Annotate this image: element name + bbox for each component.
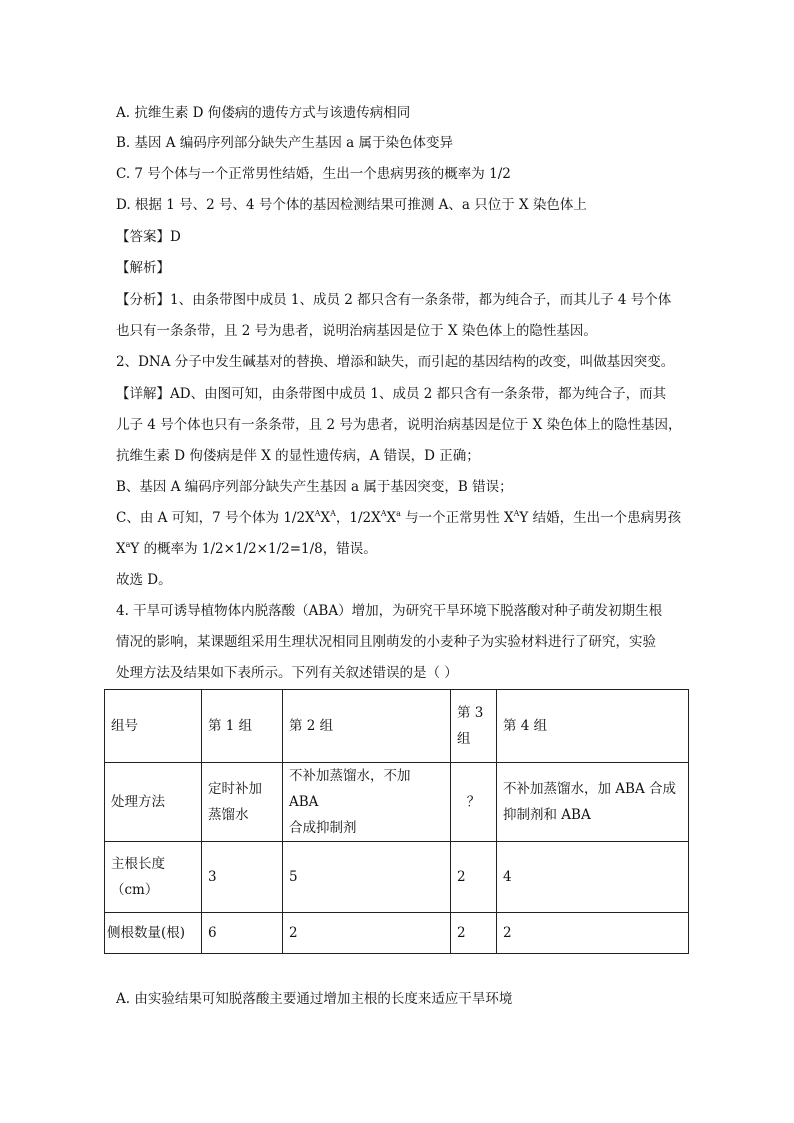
option-d: D. 根据 1 号、2 号、4 号个体的基因检测结果可推测 A、a 只位于 X 染色体上 xyxy=(116,197,587,213)
genotype-text: X xyxy=(116,541,126,557)
option-b: B. 基因 A 编码序列部分缺失产生基因 a 属于染色体变异 xyxy=(116,135,453,151)
cell-text: 合成抑制剂 xyxy=(289,820,357,836)
table-row xyxy=(105,763,689,842)
table-cell: 侧根数量(根) xyxy=(105,913,202,954)
table-row xyxy=(105,842,689,913)
genotype-text: Y 的概率为 1/2×1/2×1/2=1/8，错误。 xyxy=(130,541,377,557)
detail-tag: 【详解】 xyxy=(116,386,170,402)
fenxi-tag: 【分析】 xyxy=(116,292,170,308)
table-cell xyxy=(497,763,689,842)
allele-superscript: a xyxy=(396,508,401,518)
detail-line-5 xyxy=(116,508,681,528)
cell-text: 定时补加 xyxy=(208,781,262,797)
table-header-cell: 组号 xyxy=(105,690,202,763)
allele-superscript: A xyxy=(380,508,387,518)
header-text: 组 xyxy=(457,731,471,747)
table-header-cell: 第 2 组 xyxy=(283,690,451,763)
fenxi-line-2: 也只有一条条带，且 2 号为患者，说明治病基因是位于 X 染色体上的隐性基因。 xyxy=(116,323,597,339)
cell-text: 主根长度 xyxy=(111,856,165,872)
detail-line-2: 儿子 4 号个体也只有一条条带，且 2 号为患者，说明治病基因是位于 X 染色体上的隐性基因， xyxy=(116,417,682,433)
question4-line-1: 4. 干旱可诱导植物体内脱落酸（ABA）增加，为研究干旱环境下脱落酸对种子萌发初期生根 xyxy=(116,603,663,619)
cell-text: 蒸馏水 xyxy=(208,807,249,823)
genotype-text: X xyxy=(386,510,397,526)
header-text: 第 3 xyxy=(457,705,484,721)
table-cell: 2 xyxy=(451,842,497,913)
table-row xyxy=(105,913,689,954)
detail-line-4: B、基因 A 编码序列部分缺失产生基因 a 属于基因突变，B 错误； xyxy=(116,479,513,495)
genotype-text: C、由 A 可知，7 号个体为 1/2X xyxy=(116,510,315,526)
table-header-cell: 第 1 组 xyxy=(202,690,283,763)
table-row xyxy=(105,690,689,763)
genotype-text: 与一个正常男性 X xyxy=(400,510,514,526)
detail-line-1 xyxy=(116,384,666,404)
allele-superscript: a xyxy=(125,539,131,549)
option-a: A. 抗维生素 D 佝偻病的遗传方式与该遗传病相同 xyxy=(116,105,411,121)
table-cell xyxy=(283,763,451,842)
answer-tag: 【答案】 xyxy=(116,229,170,245)
cell-text: 不补加蒸馏水，加 ABA 合成 xyxy=(503,781,677,797)
table-cell: ？ xyxy=(451,763,497,842)
table-cell: 4 xyxy=(497,842,689,913)
genotype-text: Y 结婚，生出一个患病男孩 xyxy=(519,510,682,526)
allele-superscript: A xyxy=(513,508,520,518)
fenxi-text-1: 1、由条带图中成员 1、成员 2 都只含有一条条带，都为纯合子，而其儿子 4 号个体 xyxy=(170,292,672,308)
table-header-cell xyxy=(451,690,497,763)
cell-text: 抑制剂和 ABA xyxy=(503,807,591,823)
cell-text: 不补加蒸馏水，不加 ABA xyxy=(289,768,411,810)
table-cell: 2 xyxy=(497,913,689,954)
table-cell xyxy=(105,842,202,913)
option-c: C. 7 号个体与一个正常男性结婚，生出一个患病男孩的概率为 1/2 xyxy=(116,166,511,182)
genotype-text: X xyxy=(320,510,331,526)
table-header-cell: 第 4 组 xyxy=(497,690,689,763)
fenxi-line-1 xyxy=(116,290,671,310)
question4-line-3: 处理方法及结果如下表所示。下列有关叙述错误的是（ ） xyxy=(116,665,458,681)
table-cell: 5 xyxy=(283,842,451,913)
fenxi-line-3: 2、DNA 分子中发生碱基对的替换、增添和缺失，而引起的基因结构的改变，叫做基因突变。 xyxy=(116,354,675,370)
genotype-text: ，1/2X xyxy=(335,510,381,526)
detail-line-6 xyxy=(116,539,377,559)
results-table xyxy=(104,689,689,954)
question4-line-2: 情况的影响，某课题组采用生理状况相同且刚萌发的小麦种子为实验材料进行了研究，实验 xyxy=(116,634,656,650)
analysis-tag: 【解析】 xyxy=(116,260,170,276)
table-cell xyxy=(202,763,283,842)
table-cell: 3 xyxy=(202,842,283,913)
table-cell: 6 xyxy=(202,913,283,954)
detail-line-3: 抗维生素 D 佝偻病是伴 X 的显性遗传病，A 错误，D 正确； xyxy=(116,448,480,464)
table-cell: 2 xyxy=(451,913,497,954)
table-cell: 处理方法 xyxy=(105,763,202,842)
answer-value: D xyxy=(170,229,181,245)
cell-text: （cm） xyxy=(111,882,159,898)
conclusion: 故选 D。 xyxy=(116,572,172,588)
option-4a: A. 由实验结果可知脱落酸主要通过增加主根的长度来适应干旱环境 xyxy=(116,991,513,1007)
detail-text-1: AD、由图可知，由条带图中成员 1、成员 2 都只含有一条条带，都为纯合子，而其 xyxy=(170,386,667,402)
table-cell: 2 xyxy=(283,913,451,954)
answer-line xyxy=(116,227,181,247)
allele-superscript: A xyxy=(330,508,336,518)
allele-superscript: A xyxy=(314,508,321,518)
